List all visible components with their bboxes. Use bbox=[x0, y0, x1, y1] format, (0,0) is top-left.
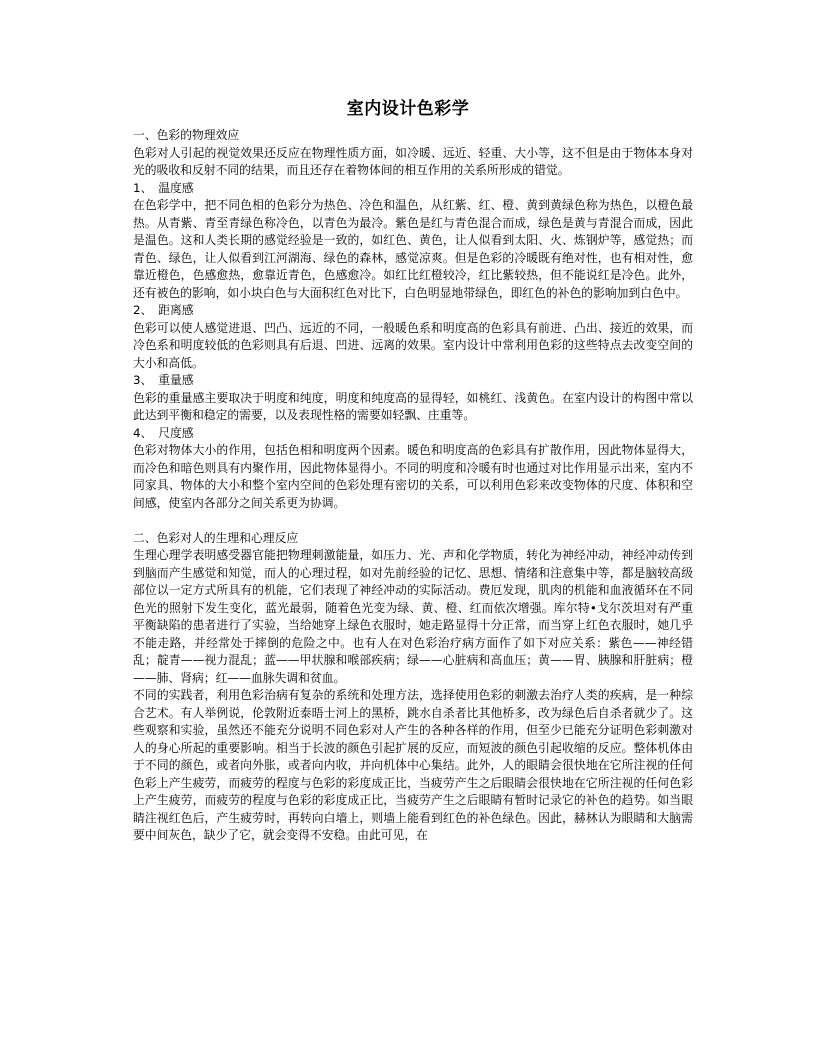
document-title: 室内设计色彩学 bbox=[346, 99, 470, 119]
document-body bbox=[133, 127, 693, 845]
paragraph: 色彩可以使人感觉进退、凹凸、远近的不同，一般暖色系和明度高的色彩具有前进、凸出、接近的效果，而冷色系和明度较低的色彩则具有后退、凹进、远离的效果。室内设计中常利用色彩的这些特点去改变空间的大小和高低。 bbox=[133, 320, 693, 370]
paragraph: 生理心理学表明感受器官能把物理刺激能量，如压力、光、声和化学物质，转化为神经冲动，神经冲动传到到脑而产生感觉和知觉，而人的心理过程，如对先前经验的记忆、思想、情绪和注意集中等，都是脑较高级部位以一定方式所具有的机能，它们表现了神经冲动的实际活动。费厄发现，肌肉的机能和血液循环在不同色光的照射下发生变化，蓝光最弱，随着色光变为绿、黄、橙、红而依次增强。库尔特•戈尔茨坦对有严重平衡缺陷的患者进行了实验，当给她穿上绿色衣服时，她走路显得十分正常，而当穿上红色衣服时，她几乎不能走路，并经常处于摔倒的危险之中。也有人在对色彩治疗病方面作了如下对应关系：紫色——神经错乱；靛青——视力混乱；蓝——甲状腺和喉部疾病；绿——心脏病和高血压；黄——胃、胰腺和肝脏病；橙——肺、肾病；红——血脉失调和贫血。 bbox=[133, 548, 693, 685]
subsection-heading: 4、 尺度感 bbox=[133, 425, 194, 440]
subsection-heading: 3、 重量感 bbox=[133, 373, 194, 387]
paragraph: 色彩的重量感主要取决于明度和纯度，明度和纯度高的显得轻，如桃红、浅黄色。在室内设计的构图中常以此达到平衡和稳定的需要，以及表现性格的需要如轻飘、庄重等。 bbox=[133, 390, 693, 422]
section-heading: 二、色彩对人的生理和心理反应 bbox=[133, 530, 299, 545]
paragraph: 不同的实践者，利用色彩治病有复杂的系统和处理方法，选择使用色彩的刺激去治疗人类的疾病，是一种综合艺术。有人举例说，伦敦附近泰晤士河上的黑桥，跳水自杀者比其他桥多，改为绿色后自杀者就少了。这些观察和实验，虽然还不能充分说明不同色彩对人产生的各种各样的作用，但至少已能充分证明色彩刺激对人的身心所起的重要影响。相当于长波的颜色引起扩展的反应，而短波的颜色引起收缩的反应。整体机体由于不同的颜色，或者向外胀，或者向内收，并向机体中心集结。此外，人的眼睛会很快地在它所注视的任何色彩上产生疲劳，而疲劳的程度与色彩的彩度成正比，当疲劳产生之后眼睛会很快地在它所注视的任何色彩上产生疲劳，而疲劳的程度与色彩的彩度成正比，当疲劳产生之后眼睛有暂时记录它的补色的趋势。如当眼睛注视红色后，产生疲劳时，再转向白墙上，则墙上能看到红色的补色绿色。因此，赫林认为眼睛和大脑需要中间灰色，缺少了它，就会变得不安稳。由此可见，在 bbox=[133, 688, 693, 842]
paragraph: 在色彩学中，把不同色相的色彩分为热色、冷色和温色，从红紫、红、橙、黄到黄绿色称为热色，以橙色最热。从青紫、青至青绿色称冷色，以青色为最冷。紫色是红与青色混合而成，绿色是黄与青混合而成，因此是温色。这和人类长期的感觉经验是一致的，如红色、黄色，让人似看到太阳、火、炼钢炉等，感觉热；而青色、绿色，让人似看到江河湖海、绿色的森林，感觉凉爽。但是色彩的冷暖既有绝对性，也有相对性，愈靠近橙色，色感愈热，愈靠近青色，色感愈冷。如红比红橙较冷，红比紫较热，但不能说红是冷色。此外，还有被色的影响，如小块白色与大面积红色对比下，白色明显地带绿色，即红色的补色的影响加到白色中。 bbox=[133, 198, 693, 300]
blank-line bbox=[133, 512, 693, 530]
subsection-heading: 1、 温度感 bbox=[133, 180, 194, 195]
paragraph: 色彩对人引起的视觉效果还反应在物理性质方面，如冷暖、远近、轻重、大小等，这不但是由于物体本身对光的吸收和反射不同的结果，而且还存在着物体间的相互作用的关系所形成的错觉。 bbox=[133, 145, 693, 177]
section-heading: 一、色彩的物理效应 bbox=[133, 128, 240, 142]
subsection-heading: 2、 距离感 bbox=[133, 303, 194, 317]
paragraph: 色彩对物体大小的作用，包括色相和明度两个因素。暖色和明度高的色彩具有扩散作用，因此物体显得大，而冷色和暗色则具有内聚作用，因此物体显得小。不同的明度和冷暖有时也通过对比作用显示出来，室内不同家具、物体的大小和整个室内空间的色彩处理有密切的关系，可以利用色彩来改变物体的尺度、体积和空间感，使室内各部分之间关系更为协调。 bbox=[133, 443, 693, 510]
